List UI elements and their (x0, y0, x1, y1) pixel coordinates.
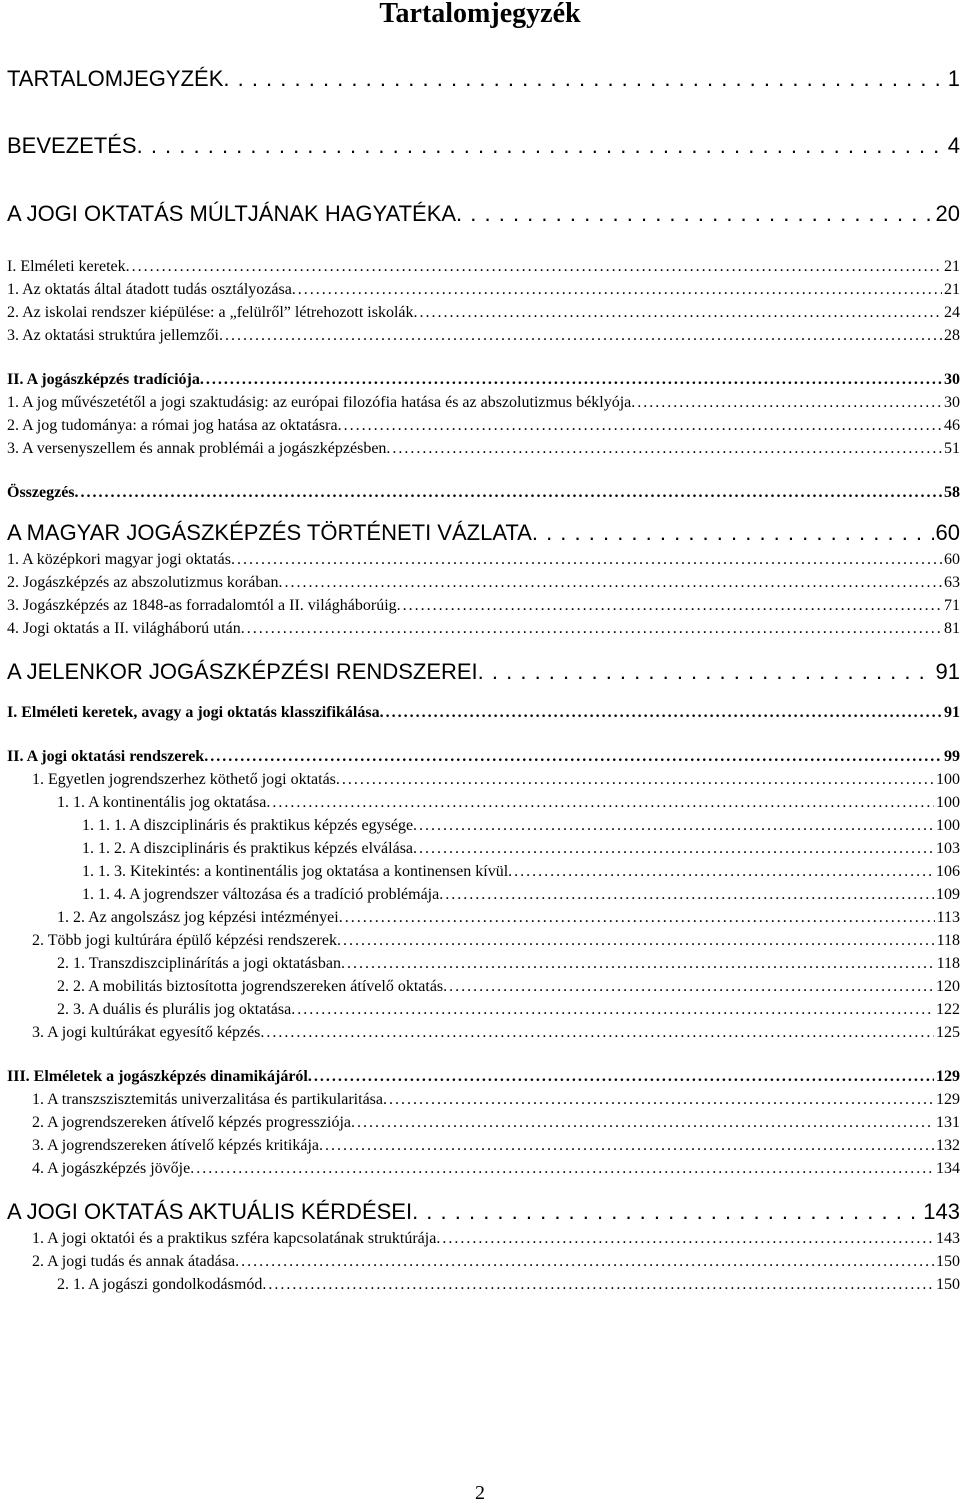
dot-leader (204, 747, 942, 767)
dot-leader (380, 703, 942, 723)
dot-leader (386, 439, 942, 459)
toc-entry[interactable] (82, 816, 960, 836)
toc-entry[interactable] (82, 839, 960, 859)
toc-entry-label: 1. 1. 1. A diszciplináris és praktikus képzés egysége (82, 817, 414, 834)
dot-leader (137, 133, 946, 159)
toc-entry-label: 3. A jogi kultúrákat egyesítő képzés (32, 1024, 261, 1041)
dot-leader (351, 1113, 934, 1133)
toc-entry-page-number: 58 (944, 484, 960, 501)
toc-entry-page-number: 71 (944, 597, 960, 614)
dot-leader (241, 619, 942, 639)
dot-leader (383, 1090, 934, 1110)
toc-entry-page-number: 28 (944, 327, 960, 344)
toc-entry[interactable] (57, 1275, 960, 1295)
toc-entry[interactable] (57, 954, 960, 974)
toc-entry-label: 1. 1. A kontinentális jog oktatása (57, 794, 267, 811)
toc-entry-page-number: 81 (944, 620, 960, 637)
dot-leader (337, 931, 935, 951)
toc-entry[interactable] (57, 977, 960, 997)
toc-entry-label: 1. 1. 2. A diszciplináris és praktikus képzés elválása (82, 840, 414, 857)
toc-entry[interactable] (32, 1113, 960, 1133)
toc-entry-label: A JOGI OKTATÁS MÚLTJÁNAK HAGYATÉKA (7, 201, 457, 226)
toc-entry-label: 1. A transzszisztemitás univerzalitása és partikularitása (32, 1091, 383, 1108)
dot-leader (260, 1023, 934, 1043)
toc-entry-label: 1. A középkori magyar jogi oktatás (7, 551, 231, 568)
dot-leader (478, 659, 934, 685)
toc-entry[interactable] (7, 326, 960, 346)
toc-entry[interactable] (57, 793, 960, 813)
toc-entry-page-number: 100 (936, 794, 960, 811)
toc-entry[interactable] (7, 619, 960, 639)
toc-entry-label: I. Elméleti keretek (7, 258, 126, 275)
toc-entry-label: II. A jogászképzés tradíciója (7, 371, 200, 388)
toc-entry-page-number: 106 (936, 863, 960, 880)
toc-entry-label: 2. Több jogi kultúrára épülő képzési rendszerek (32, 932, 337, 949)
toc-entry[interactable] (7, 483, 960, 503)
dot-leader (532, 520, 934, 546)
toc-entry[interactable] (32, 770, 960, 790)
toc-entry[interactable] (7, 133, 960, 159)
toc-entry-page-number: 100 (936, 817, 960, 834)
toc-entry-label: 3. A jogrendszereken átívelő képzés kritikája (32, 1137, 320, 1154)
toc-entry-label: 2. 1. Transzdiszciplinárítás a jogi oktatásban (57, 955, 341, 972)
toc-entry-page-number: 63 (944, 574, 960, 591)
toc-entry[interactable] (7, 573, 960, 593)
toc-entry-label: 3. Az oktatási struktúra jellemzői (7, 327, 219, 344)
toc-entry[interactable] (57, 908, 960, 928)
toc-entry[interactable] (57, 1000, 960, 1020)
toc-entry-page-number: 46 (944, 417, 960, 434)
toc-entry[interactable] (7, 280, 960, 300)
toc-entry-page-number: 131 (936, 1114, 960, 1131)
dot-leader (508, 862, 934, 882)
toc-entry-label: I. Elméleti keretek, avagy a jogi oktatás klasszifikálása (7, 704, 380, 721)
toc-entry-page-number: 134 (936, 1160, 960, 1177)
dot-leader (414, 303, 942, 323)
toc-entry-label: 1. Az oktatás által átadott tudás osztályozása (7, 281, 292, 298)
dot-leader (235, 1252, 934, 1272)
toc-entry-page-number: 30 (944, 394, 960, 411)
dot-leader (75, 483, 942, 503)
toc-entry[interactable] (7, 370, 960, 390)
dot-leader (308, 1067, 934, 1087)
toc-entry-label: II. A jogi oktatási rendszerek (7, 748, 205, 765)
toc-entry-label: 1. 1. 4. A jogrendszer változása és a tradíció problémája (82, 886, 440, 903)
toc-entry[interactable] (32, 1090, 960, 1110)
toc-entry-page-number: 122 (936, 1001, 960, 1018)
toc-entry[interactable] (7, 747, 960, 767)
dot-leader (397, 596, 942, 616)
toc-entry[interactable] (7, 550, 960, 570)
toc-entry-page-number: 99 (944, 748, 960, 765)
toc-entry[interactable] (32, 1252, 960, 1272)
toc-entry[interactable] (32, 1136, 960, 1156)
dot-leader (436, 1229, 934, 1249)
toc-entry[interactable] (32, 1159, 960, 1179)
toc-entry-label: BEVEZETÉS (7, 133, 137, 158)
dot-leader (631, 393, 942, 413)
toc-entry-label: 4. A jogászképzés jövője (32, 1160, 191, 1177)
toc-entry[interactable] (7, 201, 960, 227)
dot-leader (266, 793, 934, 813)
toc-entry-page-number: 118 (936, 955, 960, 972)
toc-entry[interactable] (7, 520, 960, 546)
toc-entry-label: 2. A jogrendszereken átívelő képzés progressziója (32, 1114, 351, 1131)
toc-entry-page-number: 103 (936, 840, 960, 857)
toc-entry-label: 1. Egyetlen jogrendszerhez köthető jogi oktatás (32, 771, 336, 788)
dot-leader (339, 908, 935, 928)
dot-leader (443, 977, 934, 997)
toc-entry[interactable] (32, 1229, 960, 1249)
toc-entry[interactable] (7, 66, 960, 92)
toc-entry[interactable] (32, 1023, 960, 1043)
toc-entry[interactable] (7, 416, 960, 436)
toc-entry-page-number: 30 (944, 371, 960, 388)
toc-entry-page-number: 143 (936, 1230, 960, 1247)
toc-entry[interactable] (7, 439, 960, 459)
toc-entry-label: 2. 1. A jogászi gondolkodásmód (57, 1276, 263, 1293)
toc-entry-label: 1. A jog művészetétől a jogi szaktudásig: az európai filozófia hatása és az abszolutizmus béklyója (7, 394, 632, 411)
toc-entry[interactable] (7, 393, 960, 413)
toc-entry-label: 2. Jogászképzés az abszolutizmus korában (7, 574, 279, 591)
toc-entry-label: 1. 2. Az angolszász jog képzési intézményei (57, 909, 339, 926)
toc-entry[interactable] (7, 703, 960, 723)
toc-entry-page-number: 91 (944, 704, 960, 721)
dot-leader (291, 1000, 934, 1020)
toc-entry[interactable] (7, 257, 960, 277)
toc-entry[interactable] (82, 862, 960, 882)
toc-entry-page-number: 20 (935, 201, 960, 226)
dot-leader (200, 370, 942, 390)
toc-entry-page-number: 1 (947, 66, 960, 91)
toc-entry-page-number: 51 (944, 440, 960, 457)
toc-entry-label: 3. Jogászképzés az 1848-as forradalomtól a II. világháborúig (7, 597, 397, 614)
dot-leader (412, 1199, 921, 1225)
dot-leader (336, 770, 934, 790)
toc-entry-label: III. Elméletek a jogászképzés dinamikájáról (7, 1068, 308, 1085)
dot-leader (456, 201, 933, 227)
dot-leader (292, 280, 942, 300)
toc-entry-label: TARTALOMJEGYZÉK (7, 66, 224, 91)
dot-leader (219, 326, 942, 346)
toc-entry-page-number: 118 (936, 932, 960, 949)
toc-entry-page-number: 91 (935, 659, 960, 684)
toc-entry[interactable] (7, 1199, 960, 1225)
toc-entry-page-number: 100 (936, 771, 960, 788)
dot-leader (231, 550, 942, 570)
toc-entry-page-number: 150 (936, 1253, 960, 1270)
toc-entry[interactable] (32, 931, 960, 951)
toc-entry-label: 1. 1. 3. Kitekintés: a kontinentális jog oktatása a kontinensen kívül (82, 863, 509, 880)
toc-entry-page-number: 129 (936, 1068, 960, 1085)
toc-entry-page-number: 113 (936, 909, 960, 926)
page-number: 2 (475, 1482, 485, 1504)
dot-leader (413, 816, 934, 836)
toc-entry-label: 4. Jogi oktatás a II. világháború után (7, 620, 241, 637)
toc-entry-page-number: 24 (944, 304, 960, 321)
toc-entry-page-number: 109 (936, 886, 960, 903)
toc-entry-page-number: 125 (936, 1024, 960, 1041)
dot-leader (439, 885, 934, 905)
dot-leader (190, 1159, 934, 1179)
dot-leader (319, 1136, 934, 1156)
toc-entry[interactable] (7, 596, 960, 616)
toc-entry-page-number: 129 (936, 1091, 960, 1108)
toc-entry-label: A MAGYAR JOGÁSZKÉPZÉS TÖRTÉNETI VÁZLATA (7, 520, 532, 545)
toc-entry-page-number: 150 (936, 1276, 960, 1293)
toc-entry-label: 2. A jogi tudás és annak átadása (32, 1253, 236, 1270)
toc-entry-page-number: 132 (936, 1137, 960, 1154)
dot-leader (341, 954, 935, 974)
toc-entry-page-number: 21 (944, 281, 960, 298)
toc-entry-label: Összegzés (7, 484, 75, 501)
dot-leader (338, 416, 942, 436)
toc-entry-label: 2. Az iskolai rendszer kiépülése: a „felülről” létrehozott iskolák (7, 304, 414, 321)
toc-entry-label: A JOGI OKTATÁS AKTUÁLIS KÉRDÉSEI (7, 1199, 413, 1224)
toc-entry-page-number: 60 (944, 551, 960, 568)
dot-leader (262, 1275, 934, 1295)
dot-leader (278, 573, 942, 593)
toc-entry-label: A JELENKOR JOGÁSZKÉPZÉSI RENDSZEREI (7, 659, 478, 684)
dot-leader (413, 839, 934, 859)
toc-entry-label: 2. 3. A duális és plurális jog oktatása (57, 1001, 292, 1018)
toc-entry-label: 2. A jog tudománya: a római jog hatása az oktatásra (7, 417, 338, 434)
toc-entry-label: 2. 2. A mobilitás biztosította jogrendszereken átívelő oktatás (57, 978, 444, 995)
toc-entry-page-number: 120 (936, 978, 960, 995)
toc-entry[interactable] (7, 303, 960, 323)
toc-entry-page-number: 60 (935, 520, 960, 545)
toc-entry[interactable] (7, 659, 960, 685)
toc-entry-page-number: 143 (923, 1199, 960, 1224)
toc-entry[interactable] (7, 1067, 960, 1087)
dot-leader (223, 66, 945, 92)
toc-entry-label: 1. A jogi oktatói és a praktikus szféra kapcsolatának struktúrája (32, 1230, 437, 1247)
page-title: Tartalomjegyzék (379, 0, 581, 29)
toc-entry-page-number: 4 (947, 133, 960, 158)
toc-entry[interactable] (82, 885, 960, 905)
toc-entry-label: 3. A versenyszellem és annak problémái a jogászképzésben (7, 440, 387, 457)
toc-entry-page-number: 21 (944, 258, 960, 275)
dot-leader (126, 257, 942, 277)
